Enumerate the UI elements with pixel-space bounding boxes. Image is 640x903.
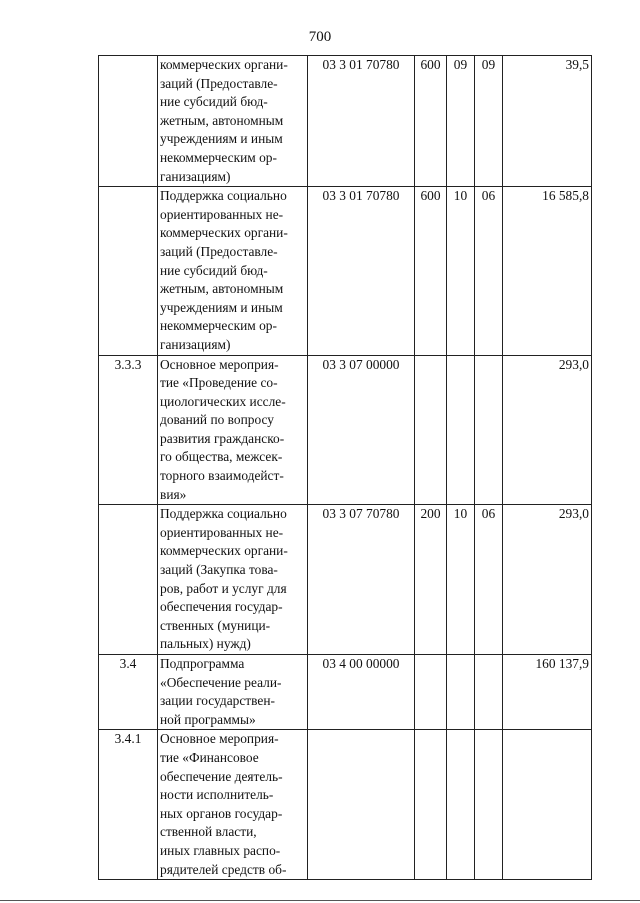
row-sum: 293,0 [503, 505, 592, 655]
row-number [99, 56, 158, 187]
row-pr [475, 355, 503, 505]
budget-table [98, 55, 592, 880]
row-rz [447, 355, 475, 505]
table-row [99, 655, 592, 730]
row-pr: 09 [475, 56, 503, 187]
row-vr: 600 [415, 56, 447, 187]
row-code: 03 3 07 70780 [308, 505, 415, 655]
row-rz: 10 [447, 505, 475, 655]
table-row [99, 505, 592, 655]
row-vr [415, 730, 447, 880]
row-name: Подпрограмма «Обеспечение реали- зации государствен- ной программы» [158, 655, 308, 730]
row-name: Основное мероприя- тие «Проведение со- циологических иссле- дований по вопросу развития гражданско- го общества, межсек- торного взаимодейст- вия» [158, 355, 308, 505]
row-pr: 06 [475, 187, 503, 355]
table-row [99, 730, 592, 880]
row-number: 3.4 [99, 655, 158, 730]
row-sum: 16 585,8 [503, 187, 592, 355]
row-name: Поддержка социально ориентированных не- коммерческих органи- заций (Закупка това- ров, работ и услуг для обеспечения государ- ственных (муници- пальных) нужд) [158, 505, 308, 655]
row-sum: 39,5 [503, 56, 592, 187]
row-code: 03 4 00 00000 [308, 655, 415, 730]
row-code [308, 730, 415, 880]
row-vr: 200 [415, 505, 447, 655]
row-name: Основное мероприя- тие «Финансовое обеспечение деятель- ности исполнитель- ных органов государ- ственной власти, иных главных распо- рядителей средств об- [158, 730, 308, 880]
row-sum [503, 730, 592, 880]
row-vr [415, 355, 447, 505]
row-pr [475, 730, 503, 880]
page-bottom-rule [0, 900, 640, 901]
row-vr [415, 655, 447, 730]
page-number: 700 [308, 29, 332, 45]
row-sum: 293,0 [503, 355, 592, 505]
row-rz [447, 655, 475, 730]
row-sum: 160 137,9 [503, 655, 592, 730]
row-number [99, 187, 158, 355]
row-pr: 06 [475, 505, 503, 655]
row-name: коммерческих органи- заций (Предоставле- ние субсидий бюд- жетным, автономным учреждениям и иным некоммерческим ор- ганизациям) [158, 56, 308, 187]
row-rz [447, 730, 475, 880]
row-number [99, 505, 158, 655]
row-code: 03 3 01 70780 [308, 187, 415, 355]
row-vr: 600 [415, 187, 447, 355]
table-row [99, 187, 592, 355]
table-row [99, 355, 592, 505]
row-rz: 09 [447, 56, 475, 187]
row-rz: 10 [447, 187, 475, 355]
table-row [99, 56, 592, 187]
row-code: 03 3 01 70780 [308, 56, 415, 187]
row-number: 3.3.3 [99, 355, 158, 505]
row-number: 3.4.1 [99, 730, 158, 880]
row-code: 03 3 07 00000 [308, 355, 415, 505]
row-pr [475, 655, 503, 730]
row-name: Поддержка социально ориентированных не- коммерческих органи- заций (Предоставле- ние субсидий бюд- жетным, автономным учреждениям и иным некоммерческим ор- ганизациям) [158, 187, 308, 355]
